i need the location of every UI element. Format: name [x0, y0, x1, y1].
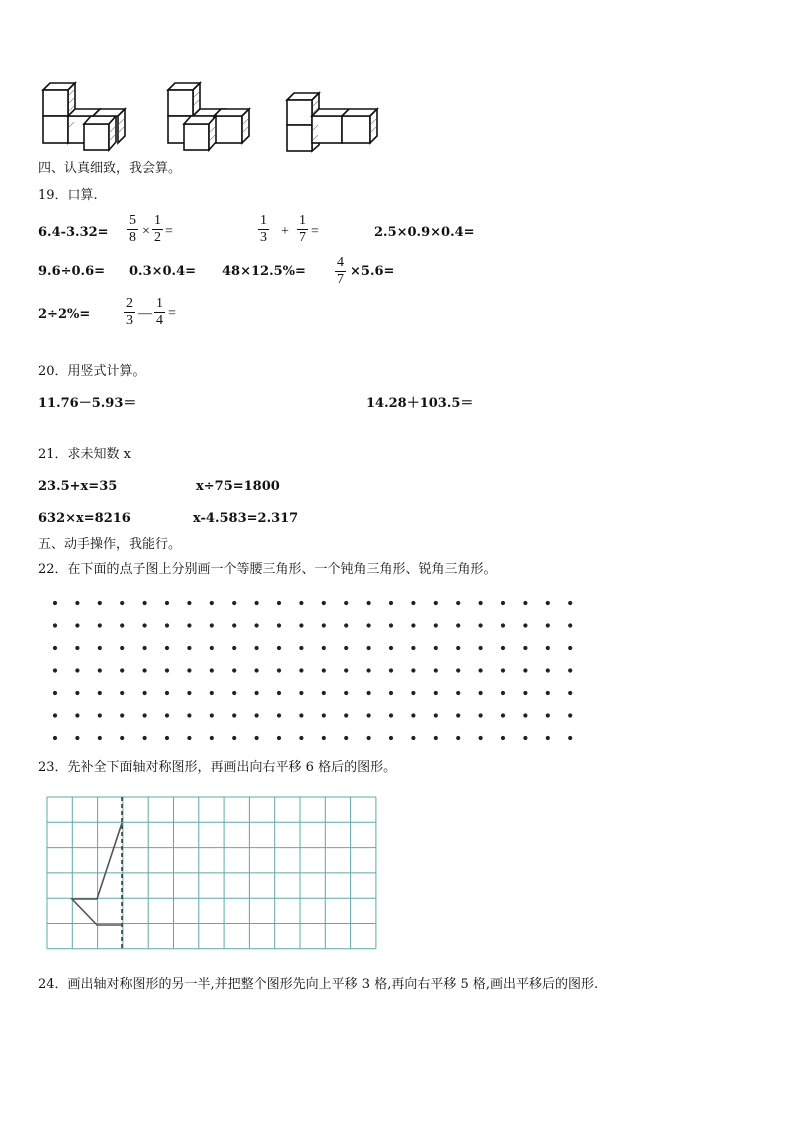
grid-dot [434, 601, 438, 605]
grid-dot [546, 646, 550, 650]
grid-dot [501, 736, 505, 740]
grid-dot [568, 691, 572, 695]
grid-dot [255, 646, 259, 650]
grid-dot [210, 601, 214, 605]
grid-dot [143, 736, 147, 740]
grid-dot [75, 623, 79, 627]
grid-dot [568, 736, 572, 740]
q19-h-frac: $\frac{4}{7}$ [337, 255, 344, 287]
q19-j-op: — [138, 306, 152, 321]
grid-dot [277, 713, 281, 717]
q21-item-a: 23.5+x=35 [38, 479, 118, 494]
grid-dot [210, 736, 214, 740]
grid-dot [389, 601, 393, 605]
grid-dot [210, 646, 214, 650]
grid-dot [277, 623, 281, 627]
grid-dot [546, 668, 550, 672]
grid-dot [344, 601, 348, 605]
grid-dot [232, 623, 236, 627]
grid-dot [53, 736, 57, 740]
grid-dot [187, 713, 191, 717]
grid-dot [53, 646, 57, 650]
grid-dot [389, 668, 393, 672]
grid-dot [98, 668, 102, 672]
grid-dot [277, 691, 281, 695]
grid-dot [322, 691, 326, 695]
grid-dot [456, 713, 460, 717]
q19-c-frac1: $\frac{1}{3}$ [260, 213, 267, 245]
grid-dot [434, 713, 438, 717]
grid-dot [232, 668, 236, 672]
grid-dot [53, 601, 57, 605]
grid-dot [165, 623, 169, 627]
q19-j-frac2: $\frac{1}{4}$ [156, 296, 163, 328]
grid-dot [546, 736, 550, 740]
grid-dot [120, 601, 124, 605]
grid-dot [165, 646, 169, 650]
grid-dot [389, 691, 393, 695]
grid-dot [479, 736, 483, 740]
grid-dot [98, 736, 102, 740]
grid-dot [53, 691, 57, 695]
grid-dot [232, 713, 236, 717]
grid-dot [75, 646, 79, 650]
grid-dot [344, 623, 348, 627]
grid-dot [143, 623, 147, 627]
grid-dot [411, 668, 415, 672]
grid-dot [367, 691, 371, 695]
grid-dot [120, 736, 124, 740]
grid-dot [322, 646, 326, 650]
grid-dot [53, 713, 57, 717]
q23-title: 23．先补全下面轴对称图形，再画出向右平移 6 格后的图形。 [38, 760, 397, 775]
grid-dot [299, 713, 303, 717]
grid-dot [434, 736, 438, 740]
q19-c-op: + [281, 224, 289, 239]
q19-c-frac2: $\frac{1}{7}$ [299, 213, 306, 245]
grid-dot [187, 646, 191, 650]
grid-dot [523, 623, 527, 627]
grid-dot [411, 713, 415, 717]
grid-dot [344, 646, 348, 650]
grid-dot [277, 601, 281, 605]
q19-item-e: 9.6÷0.6= [38, 264, 106, 279]
q19-item-d: 2.5×0.9×0.4= [374, 225, 475, 240]
grid-dot [277, 736, 281, 740]
grid-dot [120, 668, 124, 672]
grid-dot [255, 668, 259, 672]
grid-dot [120, 646, 124, 650]
grid-dot [568, 713, 572, 717]
grid-dot [367, 668, 371, 672]
grid-dot [255, 736, 259, 740]
grid-dot [255, 713, 259, 717]
grid-dot [523, 601, 527, 605]
q19-j-frac1: $\frac{2}{3}$ [126, 296, 133, 328]
grid-dot [53, 668, 57, 672]
grid-dot [501, 713, 505, 717]
grid-dot [344, 713, 348, 717]
q20-item-a: 11.76－5.93＝ [38, 396, 137, 411]
grid-dot [456, 691, 460, 695]
grid-dot [98, 646, 102, 650]
q19-c-eq: = [311, 224, 319, 239]
grid-dot [210, 691, 214, 695]
grid-dot [299, 623, 303, 627]
grid-dot [367, 736, 371, 740]
grid-dot [479, 646, 483, 650]
grid-dot [479, 601, 483, 605]
grid-dot [456, 736, 460, 740]
grid-dot [523, 736, 527, 740]
grid-dot [232, 736, 236, 740]
grid-dot [232, 601, 236, 605]
grid-dot [546, 713, 550, 717]
grid-dot [434, 646, 438, 650]
grid-dot [322, 713, 326, 717]
grid-dot [75, 713, 79, 717]
grid-dot [165, 668, 169, 672]
grid-dot [322, 623, 326, 627]
grid-dot [479, 668, 483, 672]
grid-dot [344, 691, 348, 695]
grid-dot [165, 691, 169, 695]
q22-title: 22．在下面的点子图上分别画一个等腰三角形、一个钝角三角形、锐角三角形。 [38, 562, 497, 577]
grid-dot [456, 623, 460, 627]
grid-dot [210, 623, 214, 627]
grid-dot [479, 691, 483, 695]
grid-dot [367, 623, 371, 627]
grid-dot [143, 713, 147, 717]
grid-dot [344, 736, 348, 740]
grid-dot [546, 601, 550, 605]
grid-dot [322, 601, 326, 605]
grid-dot [187, 691, 191, 695]
grid-dot [411, 623, 415, 627]
grid-dot [165, 736, 169, 740]
section-5-heading: 五、动手操作，我能行。 [38, 537, 182, 552]
grid-dot [367, 601, 371, 605]
grid-dot [232, 691, 236, 695]
grid-dot [411, 601, 415, 605]
grid-dot [299, 691, 303, 695]
grid-dot [98, 601, 102, 605]
grid-dot [568, 668, 572, 672]
grid-dot [277, 646, 281, 650]
cube-figures [0, 0, 794, 160]
grid-dot [255, 623, 259, 627]
grid-dot [322, 668, 326, 672]
q20-item-b: 14.28＋103.5＝ [366, 396, 474, 411]
grid-dot [367, 646, 371, 650]
grid-dot [501, 623, 505, 627]
grid-dot [75, 668, 79, 672]
q19-item-i: 2÷2%= [38, 307, 91, 322]
grid-dot [501, 668, 505, 672]
grid-dot [389, 646, 393, 650]
grid-dot [120, 623, 124, 627]
grid-dot [120, 713, 124, 717]
grid-dot [299, 668, 303, 672]
grid-dot [277, 668, 281, 672]
grid-dot [523, 691, 527, 695]
q24-title: 24．画出轴对称图形的另一半,并把整个图形先向上平移 3 格,再向右平移 5 格,画出平移后的图形. [38, 977, 599, 992]
grid-dot [456, 646, 460, 650]
grid-dot [98, 713, 102, 717]
grid-dot [389, 736, 393, 740]
grid-dot [187, 601, 191, 605]
grid-dot [120, 691, 124, 695]
grid-dot [568, 646, 572, 650]
grid-dot [187, 736, 191, 740]
grid-dot [434, 623, 438, 627]
q21-item-b: x÷75=1800 [196, 479, 280, 494]
q21-item-d: x-4.583=2.317 [193, 511, 299, 526]
grid-dot [546, 691, 550, 695]
grid-dot [456, 601, 460, 605]
grid-dot [210, 668, 214, 672]
grid-dot [299, 601, 303, 605]
q19-title: 19．口算. [38, 188, 98, 203]
grid-dot [143, 668, 147, 672]
grid-dot [187, 623, 191, 627]
q19-item-f: 0.3×0.4= [129, 264, 197, 279]
grid-dot [367, 713, 371, 717]
grid-dot [299, 646, 303, 650]
grid-dot [568, 623, 572, 627]
grid-dot [501, 646, 505, 650]
grid-dot [210, 713, 214, 717]
q19-b-frac2: $\frac{1}{2}$ [154, 213, 161, 245]
q19-h-tail: ×5.6= [350, 264, 395, 279]
grid-dot [344, 668, 348, 672]
grid-dot [523, 668, 527, 672]
grid-dot [389, 713, 393, 717]
section-4-heading: 四、认真细致，我会算。 [38, 161, 182, 176]
grid-dot [143, 691, 147, 695]
grid-dot [232, 646, 236, 650]
grid-dot [255, 691, 259, 695]
grid-dot [299, 736, 303, 740]
grid-dot [98, 691, 102, 695]
grid-dot [75, 691, 79, 695]
grid-dot [479, 713, 483, 717]
half-figure [72, 823, 122, 925]
q19-item-g: 48×12.5%= [222, 264, 306, 279]
grid-dot [523, 713, 527, 717]
q21-item-c: 632×x=8216 [38, 511, 131, 526]
q19-item-a: 6.4-3.32= [38, 225, 109, 240]
grid-dot [143, 601, 147, 605]
q21-title: 21．求未知数 x [38, 447, 132, 462]
grid-dot [501, 691, 505, 695]
grid-dot [434, 691, 438, 695]
grid-dot [434, 668, 438, 672]
grid-dot [411, 646, 415, 650]
grid-dot [479, 623, 483, 627]
grid-dot [165, 601, 169, 605]
q19-j-eq: = [168, 306, 176, 321]
grid-dot [75, 601, 79, 605]
q19-b-frac1: $\frac{5}{8}$ [129, 213, 136, 245]
grid-dot [411, 691, 415, 695]
q19-b-eq: = [165, 224, 173, 239]
grid-dot [255, 601, 259, 605]
grid-dot [568, 601, 572, 605]
q20-title: 20．用竖式计算。 [38, 364, 146, 379]
grid-dot [411, 736, 415, 740]
grid-dot [546, 623, 550, 627]
grid-dot [165, 713, 169, 717]
grid-dot [456, 668, 460, 672]
grid-dot [98, 623, 102, 627]
grid-dot [53, 623, 57, 627]
grid-dot [75, 736, 79, 740]
grid-dot [143, 646, 147, 650]
grid-dot [501, 601, 505, 605]
grid-dot [389, 623, 393, 627]
q19-b-op: × [142, 224, 150, 239]
grid-dot [523, 646, 527, 650]
grid-dot [187, 668, 191, 672]
grid-dot [322, 736, 326, 740]
